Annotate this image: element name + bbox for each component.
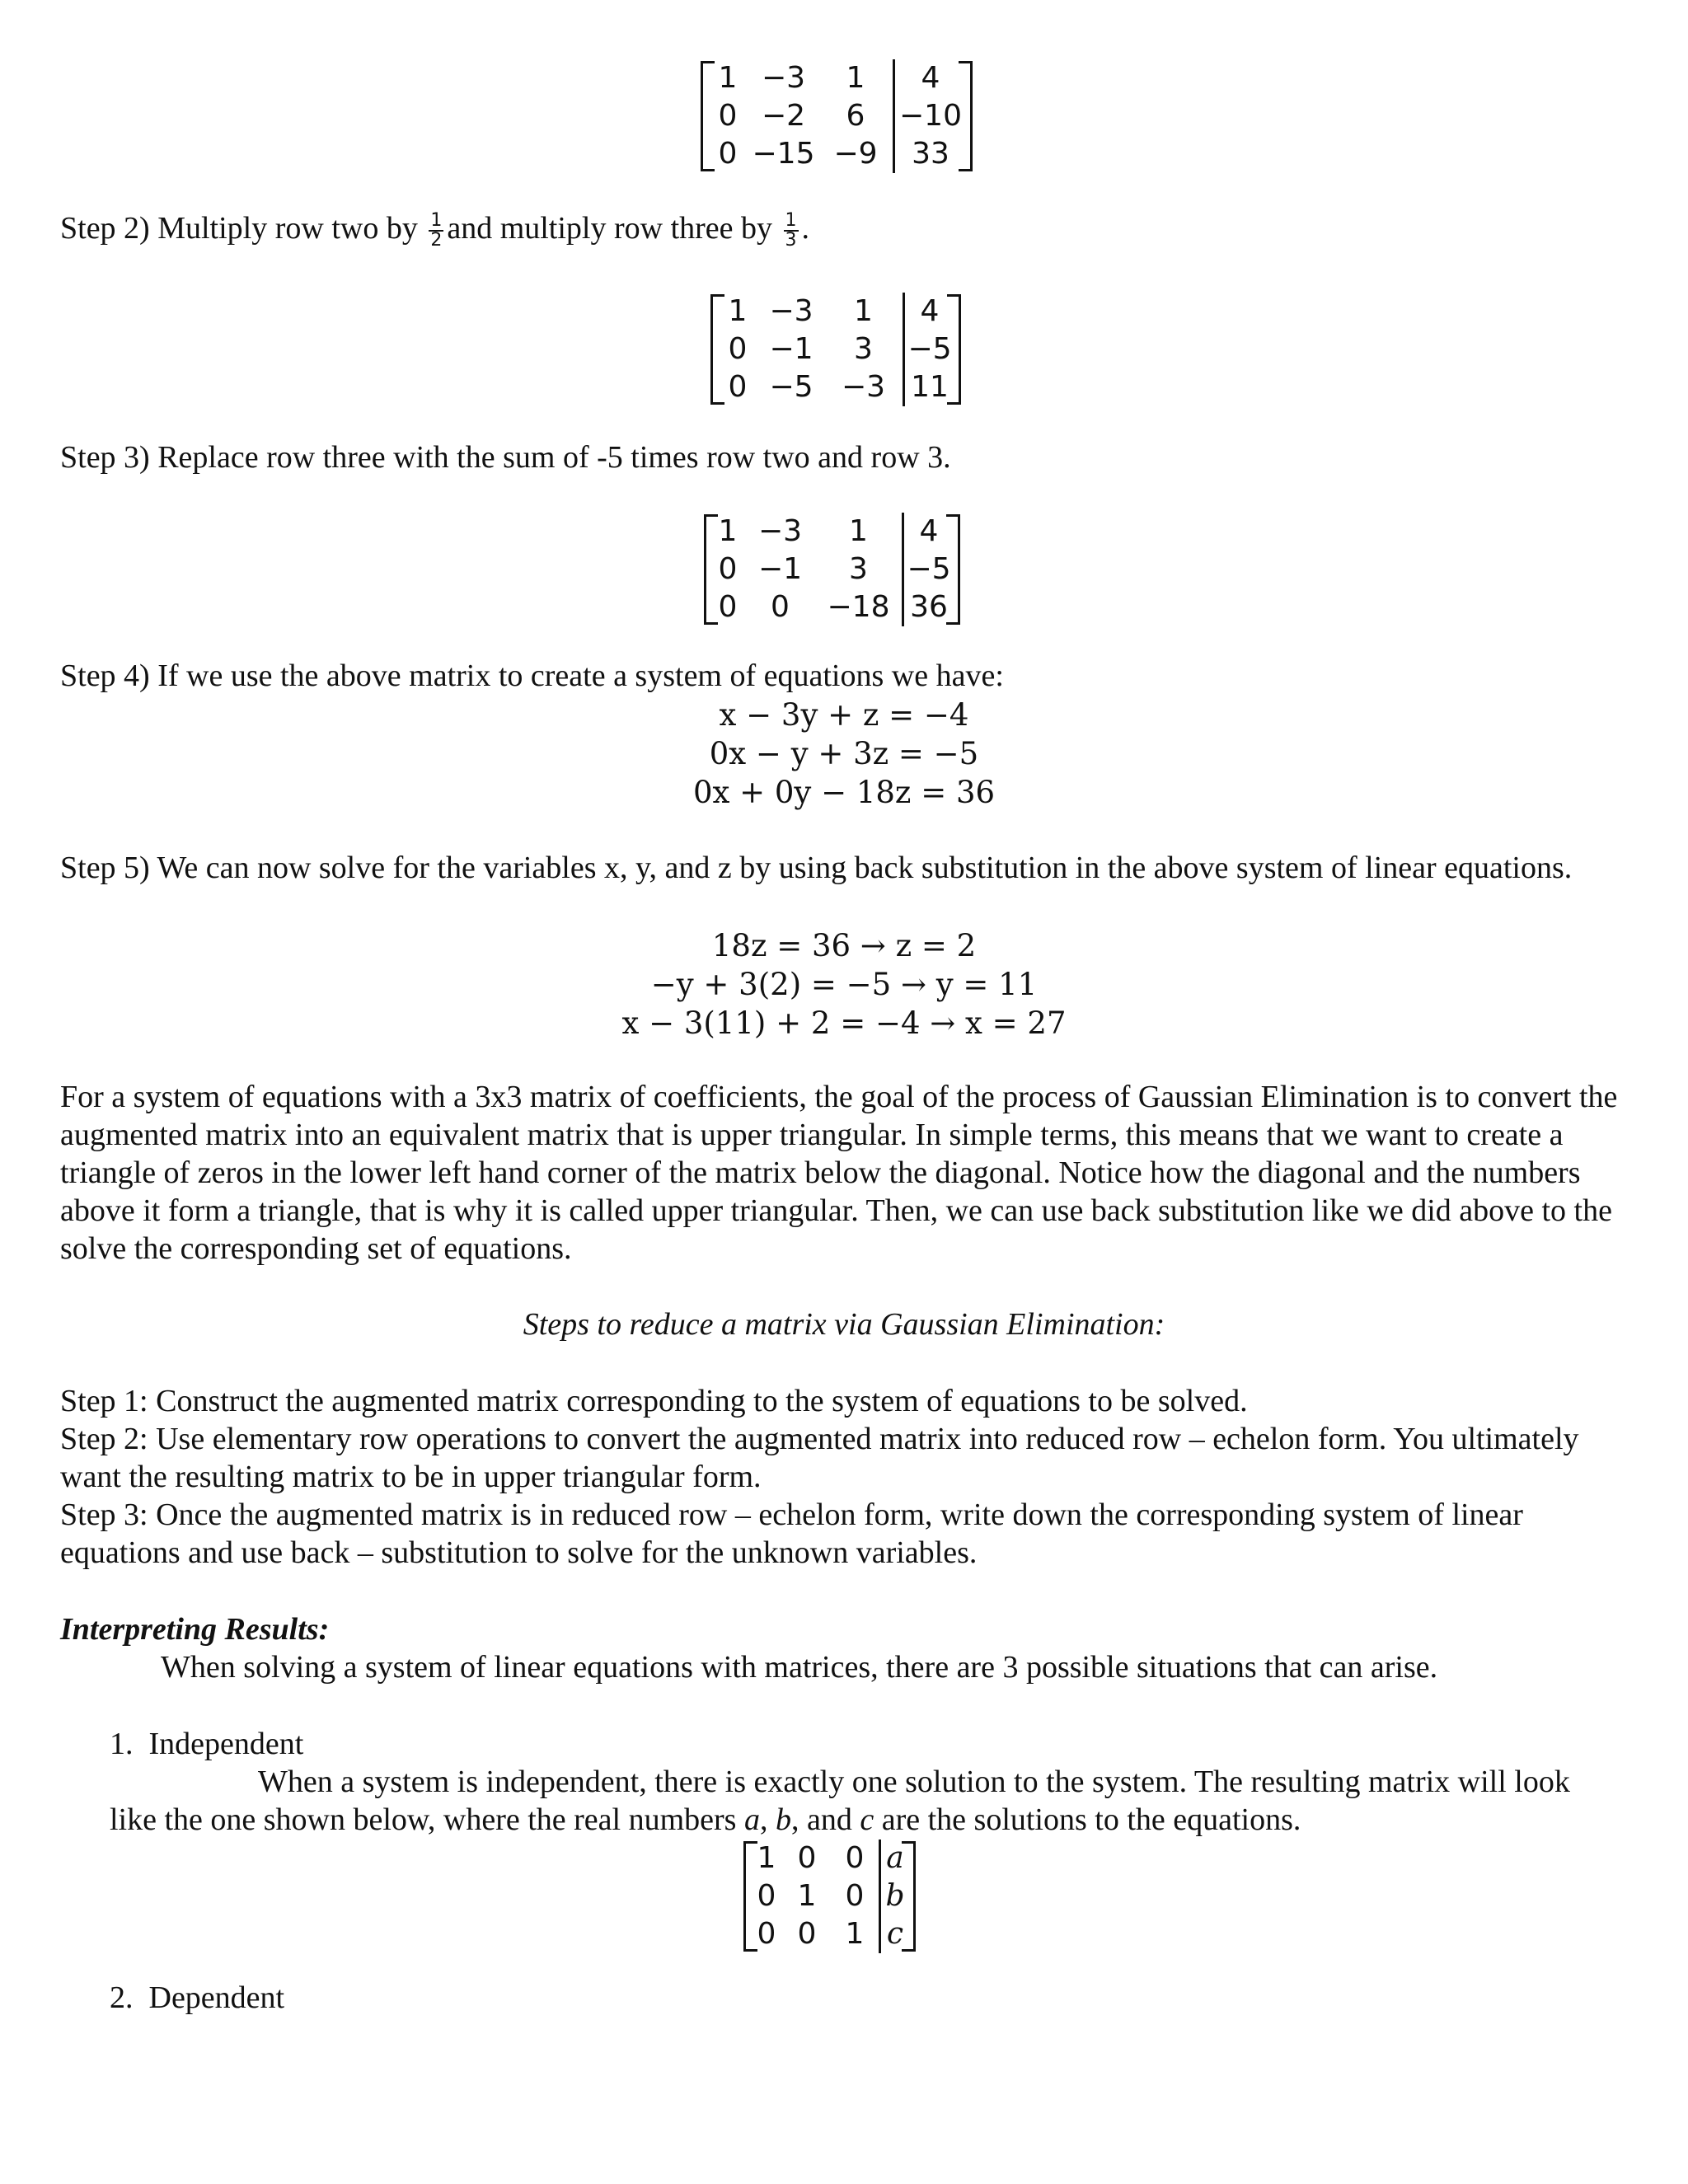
interpreting-heading: Interpreting Results:	[60, 1612, 330, 1647]
solution-y: −y + 3(2) = −5 → y = 11	[650, 967, 1038, 1002]
list-item-dependent: 2. Dependent	[110, 1980, 285, 2015]
solution-x: x − 3(11) + 2 = −4 → x = 27	[621, 1005, 1067, 1041]
fraction-one-half: $\frac{1}{2}$	[430, 210, 443, 251]
step-2: Step 2: Use elementary row operations to convert the augmented matrix into reduced row – echelon form. You ultimately want the resulting matrix to be in upper triangular form.	[60, 1422, 1579, 1494]
interpreting-intro: When solving a system of linear equations with matrices, there are 3 possible situations that can arise.	[161, 1650, 1438, 1685]
steps-list	[60, 1382, 1618, 1572]
step-3-text: Step 3) Replace row three with the sum of -5 times row two and row 3.	[60, 440, 951, 475]
matrix-3: 1 −3 1 4 0 −1 3 −5 0 0 −18 36	[710, 513, 954, 626]
step-4-text: Step 4) If we use the above matrix to create a system of equations we have:	[60, 658, 1004, 693]
steps-title: Steps to reduce a matrix via Gaussian Elimination:	[523, 1307, 1165, 1342]
list-item-independent: 1. Independent	[110, 1727, 304, 1761]
equation-system	[0, 696, 1688, 812]
equation-3: 0x + 0y − 18z = 36	[692, 775, 996, 810]
step-1: Step 1: Construct the augmented matrix corresponding to the system of equations to be solved.	[60, 1384, 1248, 1418]
matrix-2: 1 −3 1 4 0 −1 3 −5 0 −5 −3 11	[717, 293, 954, 406]
step-2-text: Step 2) Multiply row two by $\frac{1}{2}$ and multiply row three by $\frac{1}{3}$ .	[60, 210, 810, 251]
fraction-one-third: $\frac{1}{3}$	[785, 210, 797, 251]
step-5-text: Step 5) We can now solve for the variables x, y, and z by using back substitution in the above system of linear equations.	[60, 851, 1573, 885]
back-substitution	[0, 926, 1688, 1043]
explanation-paragraph: For a system of equations with a 3x3 matrix of coefficients, the goal of the process of Gaussian Elimination is to convert the augmented matrix into an equivalent matrix that is upper triangular. In simple terms, this means that we want to create a triangle of zeros in the lower left hand corner of the matrix below the diagonal. Notice how the diagonal and the numbers above it form a triangle, that is why it is called upper triangular. Then, we can use back substitution like we did above to the solve the corresponding set of equations.	[60, 1080, 1618, 1266]
matrix-1: 1 −3 1 4 0 −2 6 −10 0 −15 −9 33	[707, 59, 966, 173]
equation-2: 0x − y + 3z = −5	[709, 736, 979, 771]
matrix-identity: 1 0 0 a 0 1 0 b 0 0 1 c	[750, 1840, 909, 1953]
equation-1: x − 3y + z = −4	[719, 697, 969, 733]
solution-z: 18z = 36 → z = 2	[711, 928, 977, 963]
step-3: Step 3: Once the augmented matrix is in reduced row – echelon form, write down the corresponding system of linear equations and use back – substitution to solve for the unknown variables.	[60, 1497, 1523, 1570]
independent-description: When a system is independent, there is exactly one solution to the system. The resulting matrix will look like the one shown below, where the real numbers a, b, and c are the solutions to the equations.	[110, 1765, 1570, 1837]
